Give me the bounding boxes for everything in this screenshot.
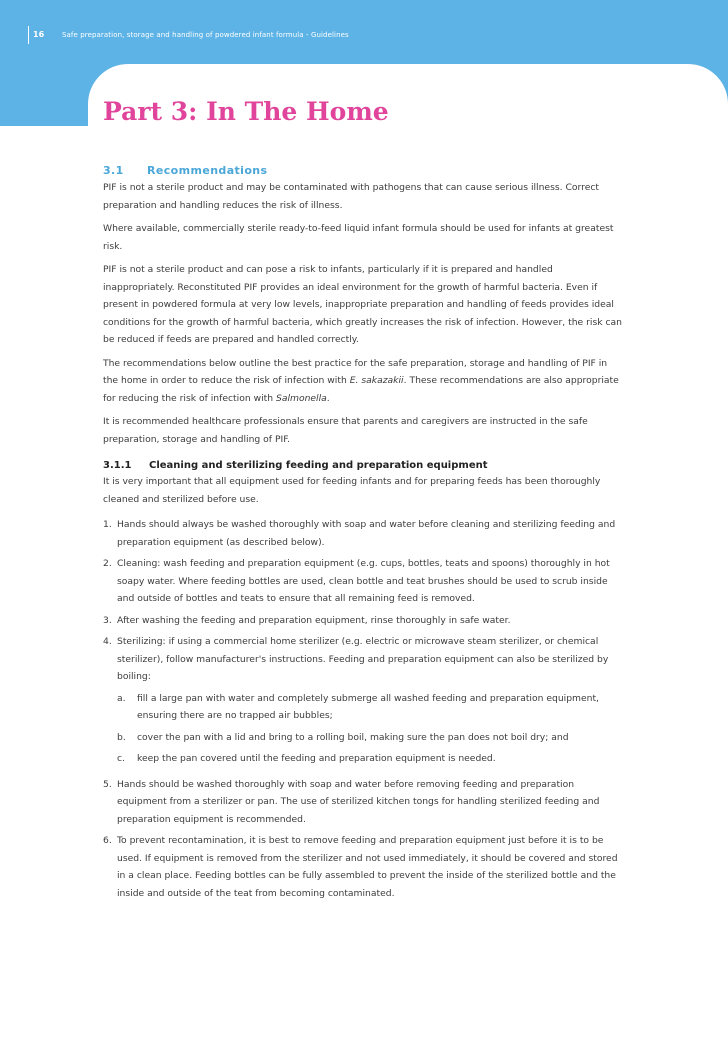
section-heading [103,164,623,177]
text-run: . These recommendations are also appropriate for reducing the risk of infection with [103,375,619,404]
item-letter: a. [117,692,126,704]
item-body [117,633,623,772]
item-letter: c. [117,753,125,764]
text-run: The recommendations below outline the best practice for the safe preparation, storage and handling of PIF in the home in order to reduce the risk of infection with [103,357,608,386]
subsection-title: Cleaning and sterilizing feeding and preparation equipment [149,460,488,471]
emphasis: Salmonella [276,392,327,404]
item-text: fill a large pan with water and completely submerge all washed feeding and preparation equipment, ensuring there are no trapped air bubbles; [137,692,599,721]
section-title: Recommendations [147,164,268,177]
item-number: 1. [103,519,112,530]
header-divider [28,26,29,44]
list-item [103,612,623,630]
sub-list-item [117,729,623,747]
item-number: 2. [103,558,112,569]
paragraph: PIF is not a sterile product and can pose a risk to infants, particularly if it is prepared and handled inappropriately. Reconstituted PIF provides an ideal environment for the growth of harmful bacteria. Even if present in powdered formula at very low levels, inappropriate preparation and handling of feeds provides ideal conditions for the growth of harmful bacteria, which greatly increases the risk of infection. However, the risk can be reduced if feeds are prepared and handled correctly. [103,264,622,345]
item-text: Cleaning: wash feeding and preparation equipment (e.g. cups, bottles, teats and spoons) thoroughly in hot soapy water. Where feeding bottles are used, clean bottle and teat brushes should be used to scrub inside and outside of bottles and teats to ensure that all remaining feed is removed. [117,558,610,604]
subsection-number: 3.1.1 [103,460,132,471]
item-text: To prevent recontamination, it is best to remove feeding and preparation equipment just before it is to be used. If equipment is removed from the sterilizer and not used immediately, it should be covered and stored in a clean place. Feeding bottles can be fully assembled to prevent the inside of the sterilized bottle and the inside and outside of the teat from becoming contaminated. [117,835,618,899]
subsection-heading [103,460,623,471]
paragraph: Where available, commercially sterile ready-to-feed liquid infant formula should be used for infants at greatest risk. [103,223,614,252]
item-text: Hands should be washed thoroughly with soap and water before removing feeding and preparation equipment from a sterilizer or pan. The use of sterilized kitchen tongs for handling sterilized feeding and preparation equipment is recommended. [117,778,600,825]
item-number: 6. [103,835,112,846]
item-number: 4. [103,636,112,647]
item-text: keep the pan covered until the feeding and preparation equipment is needed. [137,753,496,764]
substeps-list [117,690,623,768]
paragraph: It is recommended healthcare professionals ensure that parents and caregivers are instructed in the safe preparation, storage and handling of PIF. [103,416,588,445]
paragraph: It is very important that all equipment used for feeding infants and for preparing feeds has been thoroughly cleaned and sterilized before use. [103,476,601,505]
page-number: 16 [33,30,45,39]
sub-list-item [117,690,623,725]
sub-list-item [117,750,623,768]
steps-list [103,516,623,902]
list-item [103,516,623,551]
paragraph: PIF is not a sterile product and may be contaminated with pathogens that can cause serious illness. Correct preparation and handling reduces the risk of illness. [103,182,600,211]
part-title: Part 3: In The Home [103,97,389,126]
item-number: 3. [103,614,112,626]
item-text: Hands should always be washed thoroughly with soap and water before cleaning and sterilizing feeding and preparation equipment (as described below). [117,519,616,548]
text-run: . [326,392,330,404]
running-header [0,26,728,44]
list-item [103,555,623,608]
list-item [103,776,623,829]
item-text: After washing the feeding and preparation equipment, rinse thoroughly in safe water. [117,614,511,626]
page-content [103,92,623,906]
section-number: 3.1 [103,164,124,177]
item-letter: b. [117,731,126,743]
item-text: Sterilizing: if using a commercial home sterilizer (e.g. electric or microwave steam sterilizer, or chemical sterilizer), follow manufacturer's instructions. Feeding and preparation equipment can also be sterilized by boiling: [117,636,609,682]
list-item [103,832,623,902]
running-title: Safe preparation, storage and handling of powdered infant formula - Guidelines [62,31,349,39]
paragraph [103,355,623,408]
item-number: 5. [103,778,112,790]
list-item [103,633,623,772]
item-text: cover the pan with a lid and bring to a rolling boil, making sure the pan does not boil dry; and [137,731,569,743]
emphasis: E. sakazakii [349,375,404,386]
